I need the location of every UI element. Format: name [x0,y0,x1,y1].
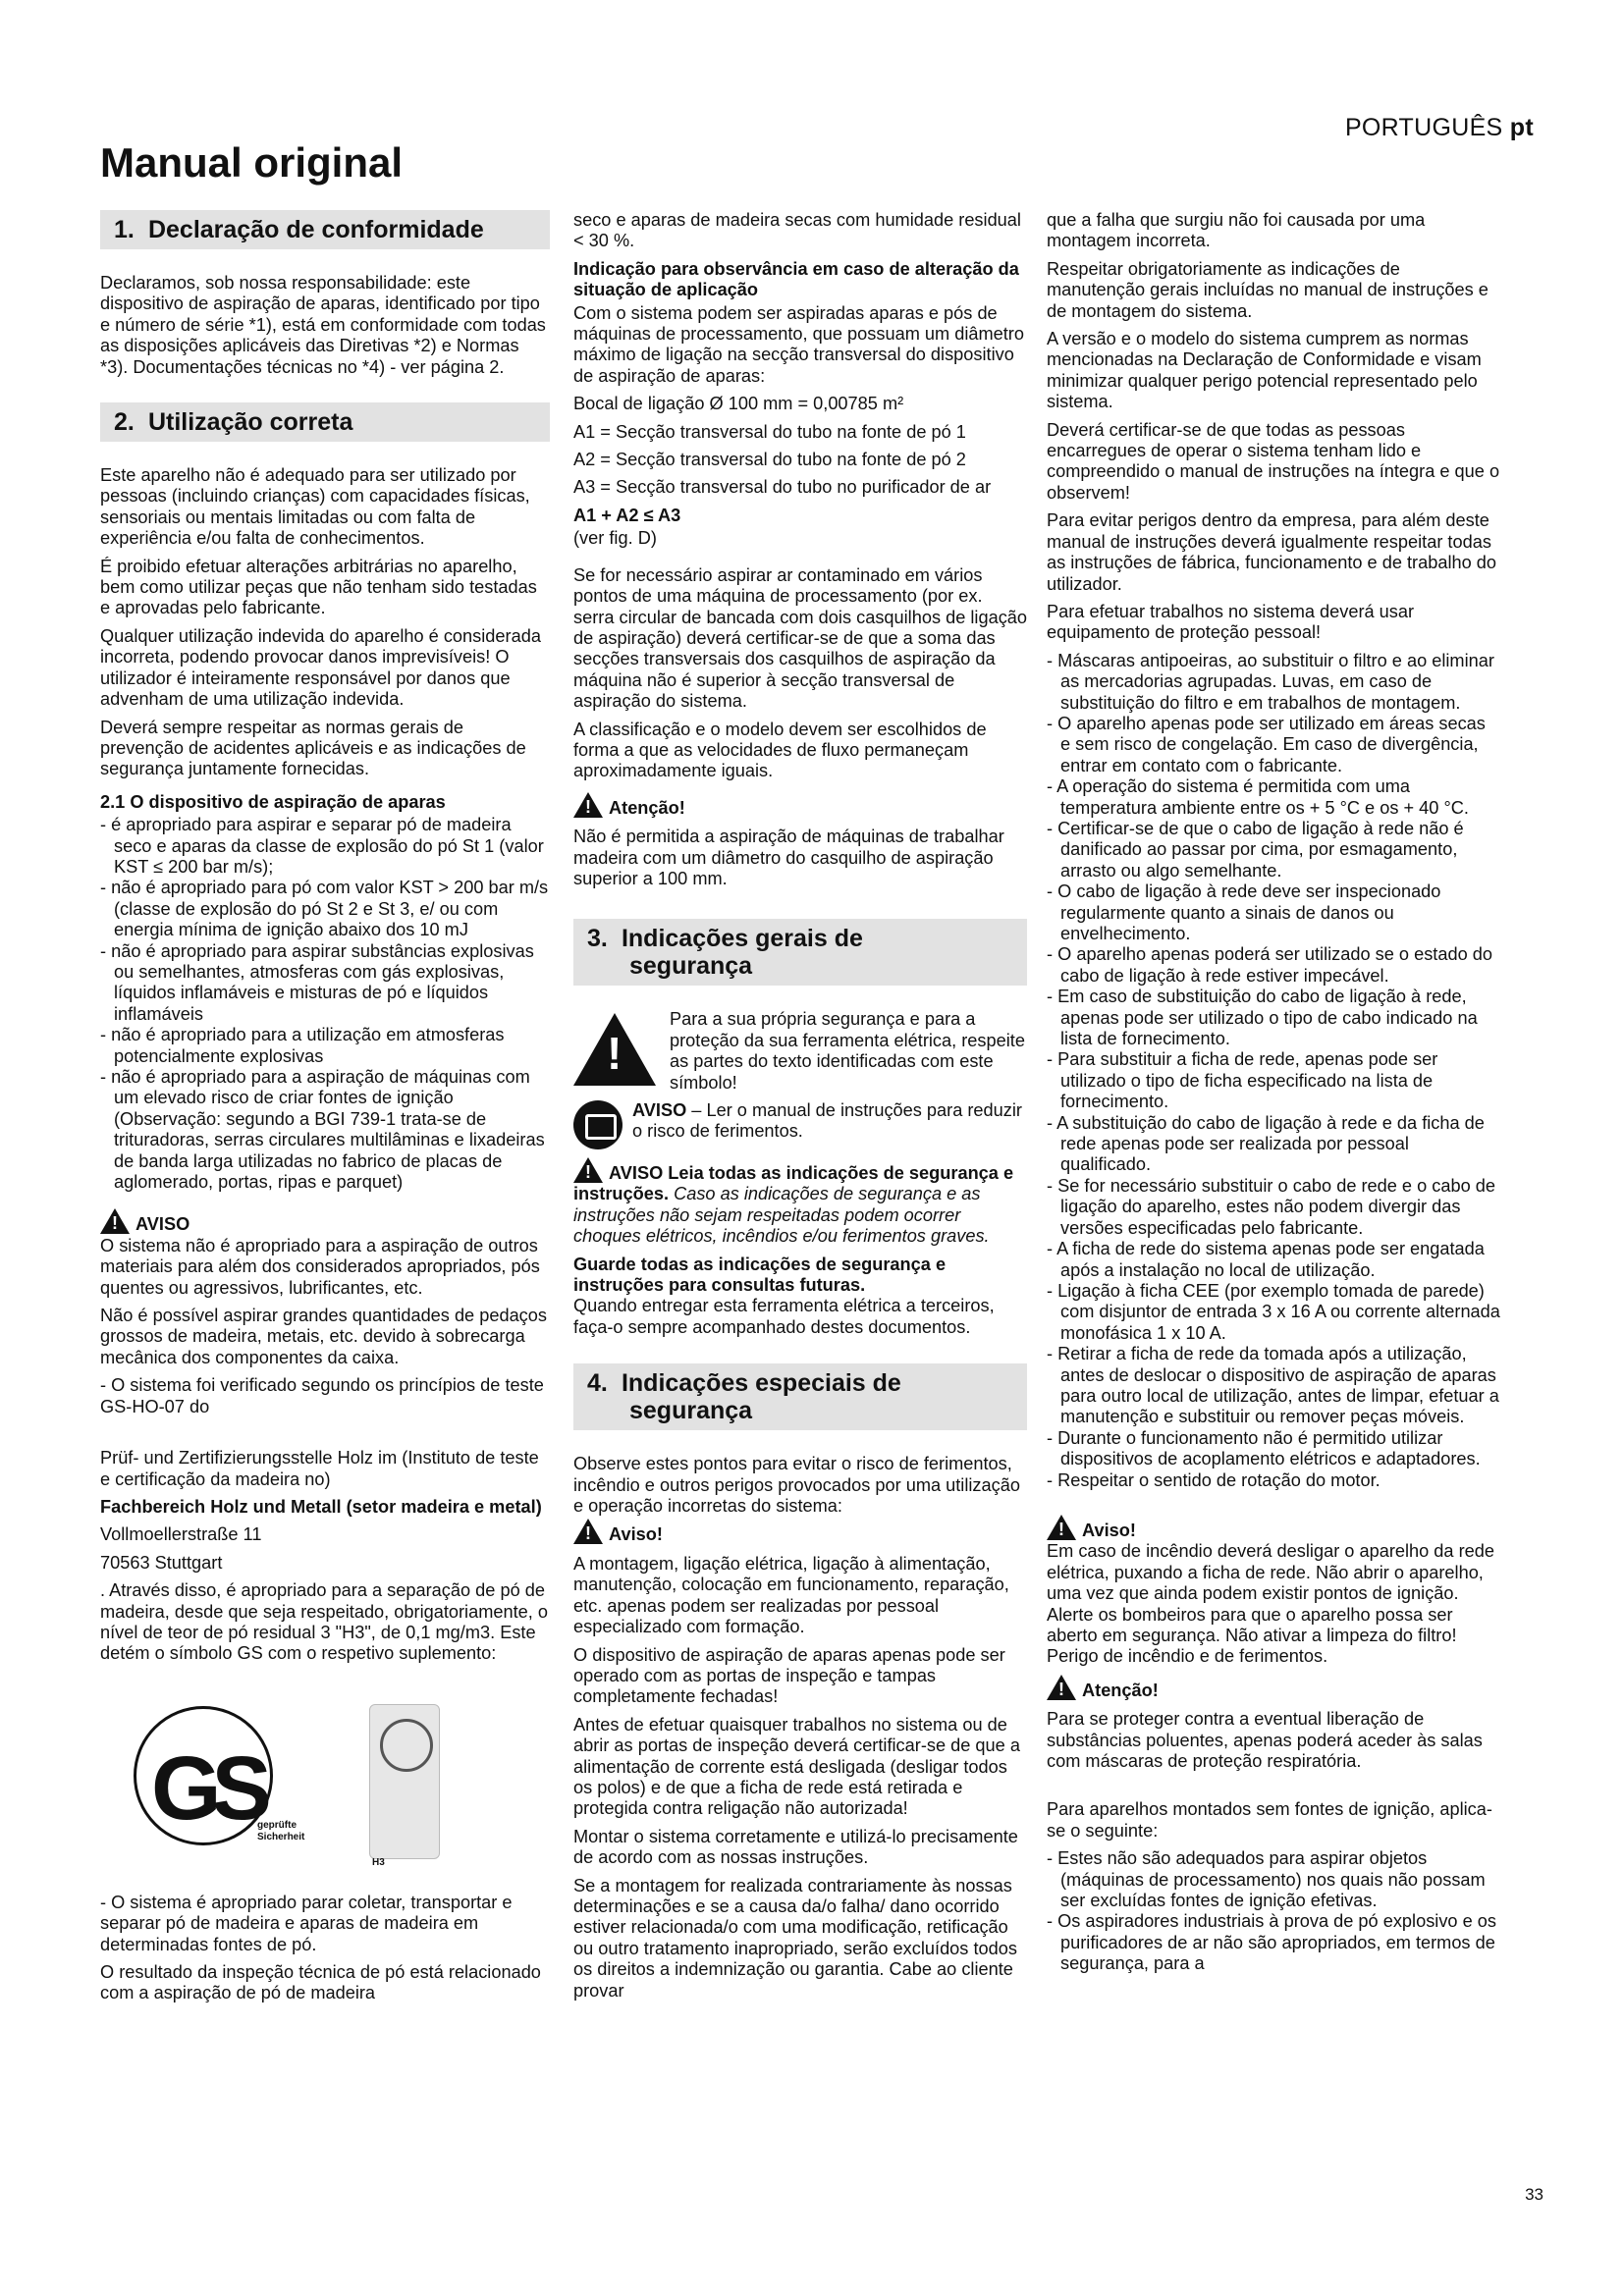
warning-label: AVISO [632,1100,687,1120]
warning-icon [573,792,603,818]
column-3 [1047,210,1500,1983]
paragraph: Em caso de incêndio deverá desligar o aparelho da rede elétrica, puxando a ficha de rede. Não abrir o aparelho, uma vez que ainda podem existir pontos de ignição. Alerte os bombeiros para que o aparelho possa ser aberto em segurança. Não ativar a limpeza do filtro! Perigo de incêndio e de ferimentos. [1047,1541,1494,1667]
list-item: - Estes não são adequados para aspirar objetos (máquinas de processamento) nos quais não possam ser excluídas fontes de ignição efetivas. [1047,1848,1500,1911]
section-1-heading [100,210,550,249]
paragraph: seco e aparas de madeira secas com humidade residual < 30 %. [573,210,1021,251]
paragraph: - O sistema é apropriado parar coletar, transportar e separar pó de madeira e aparas de madeira em determinadas fontes de pó. [100,1892,513,1954]
gs-seal-small-icon [380,1719,433,1772]
list-item: - Certificar-se de que o cabo de ligação à rede não é danificado ao passar por cima, por esmagamento, arrasto ou algo semelhante. [1047,819,1500,881]
attention-label: Atenção! [1082,1680,1159,1700]
paragraph: (ver fig. D) [573,528,657,549]
paragraph: Para evitar perigos dentro da empresa, para além deste manual de instruções deverá igualmente respeitar todas as instruções de fábrica, funcionamento e de trabalho do utilizador. [1047,510,1497,594]
read-manual-block [573,1100,1027,1151]
subsection-heading: 2.1 O dispositivo de aspiração de aparas [100,791,446,812]
list-item: - Retirar a ficha de rede da tomada após a utilização, antes de deslocar o dispositivo de aspiração de aparas para outro local de utilização, antes de limpar, efetuar a manutenção e substituir ou remover peças móveis. [1047,1344,1500,1428]
warning-text: O sistema não é apropriado para a aspiração de outros materiais para além dos considerados apropriados, pós quentes ou agressivos, lubrificantes, etc. [100,1235,540,1298]
section-title-continued: segurança [629,952,753,981]
paragraph: A1 = Secção transversal do tubo na fonte de pó 1 [573,421,966,442]
safety-symbol-block [573,1009,1027,1100]
warning-label: AVISO Leia todas as indicações de segurança e instruções. [573,1163,1014,1204]
paragraph: Observe estes pontos para evitar o risco de ferimentos, incêndio e outros perigos provocados por uma utilização e operação incorretas do sistema: [573,1454,1020,1517]
attention-block [573,792,1027,819]
paragraph: Para efetuar trabalhos no sistema deverá usar equipamento de proteção pessoal! [1047,601,1415,643]
list-item: - Ligação à ficha CEE (por exemplo tomada de parede) com disjuntor de entrada 3 x 16 A ou corrente alternada monofásica 1 x 10 A. [1047,1281,1500,1344]
paragraph: Para se proteger contra a eventual liberação de substâncias poluentes, apenas poderá aceder às salas com máscaras de proteção respiratória. [1047,1709,1483,1772]
subsection-heading: Indicação para observância em caso de alteração da situação de aplicação [573,258,1019,300]
paragraph: A2 = Secção transversal do tubo na fonte de pó 2 [573,450,966,470]
list-item: - Se for necessário substituir o cabo de rede e o cabo de ligação do aparelho, estes não podem divergir das versões especificadas pelo fabricante. [1047,1176,1500,1239]
section-title: Declaração de conformidade [147,216,484,243]
warning-icon [573,1519,603,1544]
warning-label: Aviso! [609,1524,663,1545]
section-number: 1. [114,216,135,243]
formula: A1 + A2 ≤ A3 [573,505,681,525]
paragraph: A versão e o modelo do sistema cumprem as normas mencionadas na Declaração de Conformidade e visam minimizar qualquer perigo potencial representado pelo sistema. [1047,329,1482,412]
paragraph: Se for necessário aspirar ar contaminado em vários pontos de uma máquina de processamento (por ex. serra circular de bancada com dois casquilhos de ligação de aspiração) deverá certificar-se de que a soma das secções transversais dos casquilhos de aspiração da máquina não é superior à secção transversal de aspiração do sistema. [573,564,1028,712]
paragraph: Prüf- und Zertifizierungsstelle Holz im (Instituto de teste e certificação da madeira no) [100,1448,539,1489]
read-manual-icon [573,1100,623,1149]
warning-text: – Ler o manual de instruções para reduzir o risco de ferimentos. [632,1100,1022,1142]
section-title: Utilização correta [147,408,353,437]
paragraph: Deverá sempre respeitar as normas gerais de prevenção de acidentes aplicáveis e as indicações de segurança juntamente fornecidas. [100,717,526,779]
certification-logos [130,1704,550,1868]
list-item: - O cabo de ligação à rede deve ser inspecionado regularmente quanto a sinais de danos ou envelhecimento. [1047,881,1500,944]
paragraph: Deverá certificar-se de que todas as pessoas encarregues de operar o sistema tenham lido e compreendido o manual de instruções na íntegra e que o observem! [1047,419,1500,503]
h3-label: H3 [372,1856,385,1868]
warning-block [1047,1515,1500,1541]
attention-block [1047,1675,1500,1701]
paragraph: A3 = Secção transversal do tubo no purificador de ar [573,477,992,498]
warning-icon [100,1208,130,1234]
gs-logo-text: GS [151,1737,262,1839]
list-item: - não é apropriado para aspirar substâncias explosivas ou semelhantes, atmosferas com gás explosivas, líquidos inflamáveis e misturas de pó e líquidos inflamáveis [100,941,550,1026]
list [1047,651,1500,1491]
warning-large-icon [573,1013,656,1086]
section-2-heading [100,402,550,442]
list-item: - O aparelho apenas poderá ser utilizado se o estado do cabo de ligação à rede estiver impecável. [1047,944,1500,987]
warning-block [100,1208,550,1299]
paragraph: - O sistema foi verificado segundo os princípios de teste GS-HO-07 do [100,1375,544,1416]
section-title-continued: segurança [629,1397,753,1425]
attention-label: Atenção! [609,797,685,818]
list-item: - Os aspiradores industriais à prova de pó explosivo e os purificadores de ar não são apropriados, em termos de segurança, para a [1047,1911,1500,1974]
column-2 [573,210,1027,2008]
list-item: - Para substituir a ficha de rede, apenas pode ser utilizado o tipo de ficha especificado na lista de fornecimento. [1047,1049,1500,1112]
list [1047,1848,1500,1974]
gs-logo-subtitle: geprüfte Sicherheit [257,1819,305,1842]
list [100,815,550,1193]
list-item: - não é apropriado para pó com valor KST > 200 bar m/s (classe de explosão do pó St 2 e St 3, e/ ou com energia mínima de ignição abaixo dos 10 mJ [100,878,550,940]
warning-block [573,1519,1027,1545]
paragraph: Declaramos, sob nossa responsabilidade: este dispositivo de aspiração de aparas, identificado por tipo e número de série *1), está em conformidade com todas as disposições aplicáveis das Diretivas *2) e Normas *3). Documentações técnicas no *4) - ver página 2. [100,273,546,377]
paragraph: O resultado da inspeção técnica de pó está relacionado com a aspiração de pó de madeira [100,1961,541,2003]
gs-logo [130,1704,326,1859]
paragraph: Qualquer utilização indevida do aparelho é considerada incorreta, podendo provocar danos imprevisíveis! O utilizador é inteiramente responsável por danos que advenham de uma utilização indevida. [100,625,541,710]
paragraph: Fachbereich Holz und Metall (setor madeira e metal) [100,1496,542,1517]
paragraph: A montagem, ligação elétrica, ligação à alimentação, manutenção, colocação em funcionamento, reparação, etc. apenas podem ser realizadas por pessoal especializado com formação. [573,1553,1009,1637]
paragraph: Com o sistema podem ser aspiradas aparas e pós de máquinas de processamento, que possuam um diâmetro máximo de ligação na secção transversal do dispositivo de aspiração de aparas: [573,302,1024,386]
paragraph: O dispositivo de aspiração de aparas apenas pode ser operado com as portas de inspeção e tampas completamente fechadas! [573,1644,1005,1707]
warning-paragraph [573,1157,1027,1248]
list-item: - A ficha de rede do sistema apenas pode ser engatada após a instalação no local de utilização. [1047,1239,1500,1281]
list-item: - não é apropriado para a aspiração de máquinas com um elevado risco de criar fontes de ignição (Observação: segundo a BGI 739-1 trata-se de trituradoras, serras circulares multilâminas e lixadeiras de banda larga utilizadas no fabrico de placas de aglomerado, portas, ripas e parquet) [100,1067,550,1193]
language-name: PORTUGUÊS [1344,114,1503,141]
paragraph: Bocal de ligação Ø 100 mm = 0,00785 m² [573,394,904,414]
paragraph: Quando entregar esta ferramenta elétrica a terceiros, faça-o sempre acompanhado destes documentos. [573,1296,995,1337]
list-item: - Respeitar o sentido de rotação do motor. [1047,1470,1500,1491]
section-3-heading [573,919,1027,986]
list-item: - O aparelho apenas pode ser utilizado em áreas secas e sem risco de congelação. Em caso de divergência, entrar em contato com o fabricante. [1047,714,1500,776]
paragraph: que a falha que surgiu não foi causada por uma montagem incorreta. [1047,210,1426,251]
gs-h3-logo [369,1704,440,1868]
warning-icon [573,1157,603,1183]
paragraph: Guarde todas as indicações de segurança e instruções para consultas futuras. [573,1254,947,1296]
section-4-heading [573,1363,1027,1430]
paragraph: Para aparelhos montados sem fontes de ignição, aplica-se o seguinte: [1047,1799,1492,1841]
section-number: 4. [587,1369,608,1398]
paragraph: Não é possível aspirar grandes quantidades de pedaços grossos de madeira, metais, etc. devido à sobrecarga mecânica dos componentes da caixa. [100,1306,547,1367]
paragraph: Montar o sistema corretamente e utilizá-lo precisamente de acordo com as nossas instruções. [573,1826,1018,1868]
list-item: - A operação do sistema é permitida com uma temperatura ambiente entre os + 5 °C e os + 40 °C. [1047,776,1500,819]
list-item: - Em caso de substituição do cabo de ligação à rede, apenas pode ser utilizado o tipo de cabo indicado na lista de fornecimento. [1047,987,1500,1049]
warning-icon [1047,1515,1076,1540]
paragraph: Respeitar obrigatoriamente as indicações de manutenção gerais incluídas no manual de instruções e de montagem do sistema. [1047,258,1489,321]
list-item: - não é apropriado para a utilização em atmosferas potencialmente explosivas [100,1025,550,1067]
column-1 [100,210,550,2011]
paragraph: Não é permitida a aspiração de máquinas de trabalhar madeira com um diâmetro do casquilho de aspiração superior a 100 mm. [573,827,1004,888]
page-title: Manual original [100,139,404,186]
warning-icon [1047,1675,1076,1700]
list-item: - Durante o funcionamento não é permitido utilizar dispositivos de acoplamento elétricos e adaptadores. [1047,1428,1500,1470]
paragraph: Antes de efetuar quaisquer trabalhos no sistema ou de abrir as portas de inspeção deverá certificar-se de que a alimentação de corrente está desligada (desligar todos os polos) e de que a ficha de rede está retirada e protegida contra religação não autorizada! [573,1714,1020,1819]
paragraph: Se a montagem for realizada contrariamente às nossas determinações e se a causa da/o falha/ dano ocorrido estiver relacionada/o com uma modificação, retificação ou outro tratamento inapropriado, serão excluídos todos os direitos a indemnização ou garantia. Cabe ao cliente provar [573,1875,1017,2001]
warning-text: Caso as indicações de segurança e as instruções não sejam respeitadas podem ocorrer choques elétricos, incêndios e/ou ferimentos graves. [573,1184,990,1247]
address-street: Vollmoellerstraße 11 [100,1524,262,1545]
section-number: 3. [587,925,608,953]
language-code: pt [1509,114,1534,141]
language-header [1345,114,1534,142]
warning-label: AVISO [135,1214,190,1235]
section-title: Indicações gerais de [621,925,863,953]
paragraph: É proibido efetuar alterações arbitrárias no aparelho, bem como utilizar peças que não tenham sido testadas e aprovadas pelo fabricante. [100,556,537,618]
paragraph: Para a sua própria segurança e para a proteção da sua ferramenta elétrica, respeite as partes do texto identificadas com este símbolo! [670,1009,1025,1093]
list-item: - Máscaras antipoeiras, ao substituir o filtro e ao eliminar as mercadorias agrupadas. Luvas, em caso de substituição do filtro e em trabalhos de montagem. [1047,651,1500,714]
paragraph: A classificação e o modelo devem ser escolhidos de forma a que as velocidades de fluxo permaneçam aproximadamente iguais. [573,719,987,781]
section-title: Indicações especiais de [621,1369,901,1398]
list-item: - A substituição do cabo de ligação à rede e da ficha de rede apenas pode ser realizada por pessoal qualificado. [1047,1113,1500,1176]
address-city: 70563 Stuttgart [100,1552,223,1573]
page-number: 33 [1525,2185,1543,2204]
paragraph: . Através disso, é apropriado para a separação de pó de madeira, desde que seja respeitado, obrigatoriamente, o nível de teor de pó residual 3 "H3", de 0,1 mg/m3. Este detém o símbolo GS com o respetivo suplemento: [100,1580,548,1664]
section-number: 2. [114,408,135,437]
paragraph: Este aparelho não é adequado para ser utilizado por pessoas (incluindo crianças) com capacidades físicas, sensoriais ou mentais limitadas ou com falta de experiência e/ou falta de conhecimentos. [100,465,530,549]
warning-label: Aviso! [1082,1520,1136,1540]
list-item: - é apropriado para aspirar e separar pó de madeira seco e aparas da classe de explosão do pó St 1 (valor KST ≤ 200 bar m/s); [100,815,550,878]
